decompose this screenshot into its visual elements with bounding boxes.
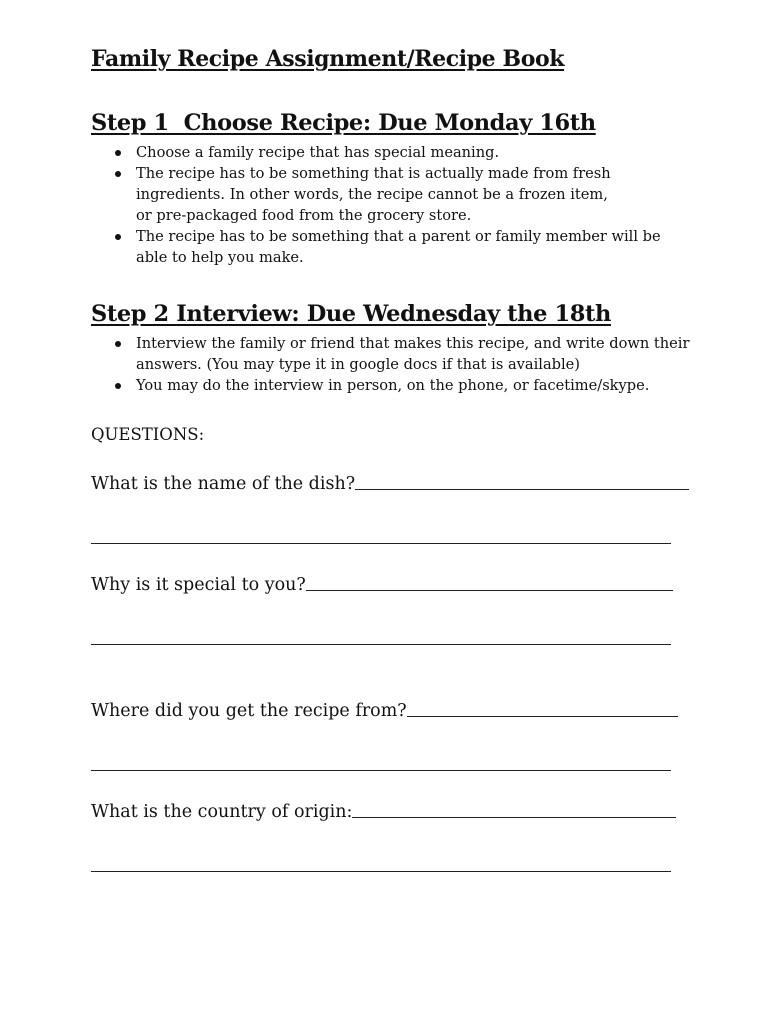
answer-blank[interactable] bbox=[407, 715, 678, 717]
question-text: What is the country of origin: bbox=[91, 802, 353, 822]
answer-line[interactable] bbox=[91, 543, 671, 544]
question-dish-name bbox=[91, 474, 689, 494]
step2-bullet: Interview the family or friend that makes this recipe, and write down their answers. (You may type it in google docs if that is available) bbox=[91, 333, 691, 375]
answer-line[interactable] bbox=[91, 644, 671, 645]
question-country-origin bbox=[91, 802, 676, 822]
step1-heading: Step 1 Choose Recipe: Due Monday 16th bbox=[91, 110, 596, 136]
answer-line[interactable] bbox=[91, 871, 671, 872]
step1-bullet: Choose a family recipe that has special meaning. bbox=[91, 142, 691, 163]
answer-blank[interactable] bbox=[352, 816, 676, 818]
question-text: Where did you get the recipe from? bbox=[91, 701, 407, 721]
step1-bullet-list bbox=[91, 142, 691, 268]
step1-bullet: The recipe has to be something that is actually made from fresh ingredients. In other words, the recipe cannot be a frozen item, or pre-packaged food from the grocery store. bbox=[91, 163, 691, 226]
page-title: Family Recipe Assignment/Recipe Book bbox=[91, 46, 565, 72]
step1-bullet: The recipe has to be something that a parent or family member will be able to help you make. bbox=[91, 226, 691, 268]
step2-bullet-list bbox=[91, 333, 691, 396]
question-text: What is the name of the dish? bbox=[91, 474, 356, 494]
question-why-special bbox=[91, 575, 673, 595]
step2-bullet: You may do the interview in person, on the phone, or facetime/skype. bbox=[91, 375, 691, 396]
answer-blank[interactable] bbox=[306, 589, 673, 591]
answer-blank[interactable] bbox=[355, 488, 689, 490]
question-text: Why is it special to you? bbox=[91, 575, 306, 595]
questions-label: QUESTIONS: bbox=[91, 425, 205, 444]
answer-line[interactable] bbox=[91, 770, 671, 771]
step2-heading: Step 2 Interview: Due Wednesday the 18th bbox=[91, 301, 611, 327]
question-recipe-source bbox=[91, 701, 678, 721]
